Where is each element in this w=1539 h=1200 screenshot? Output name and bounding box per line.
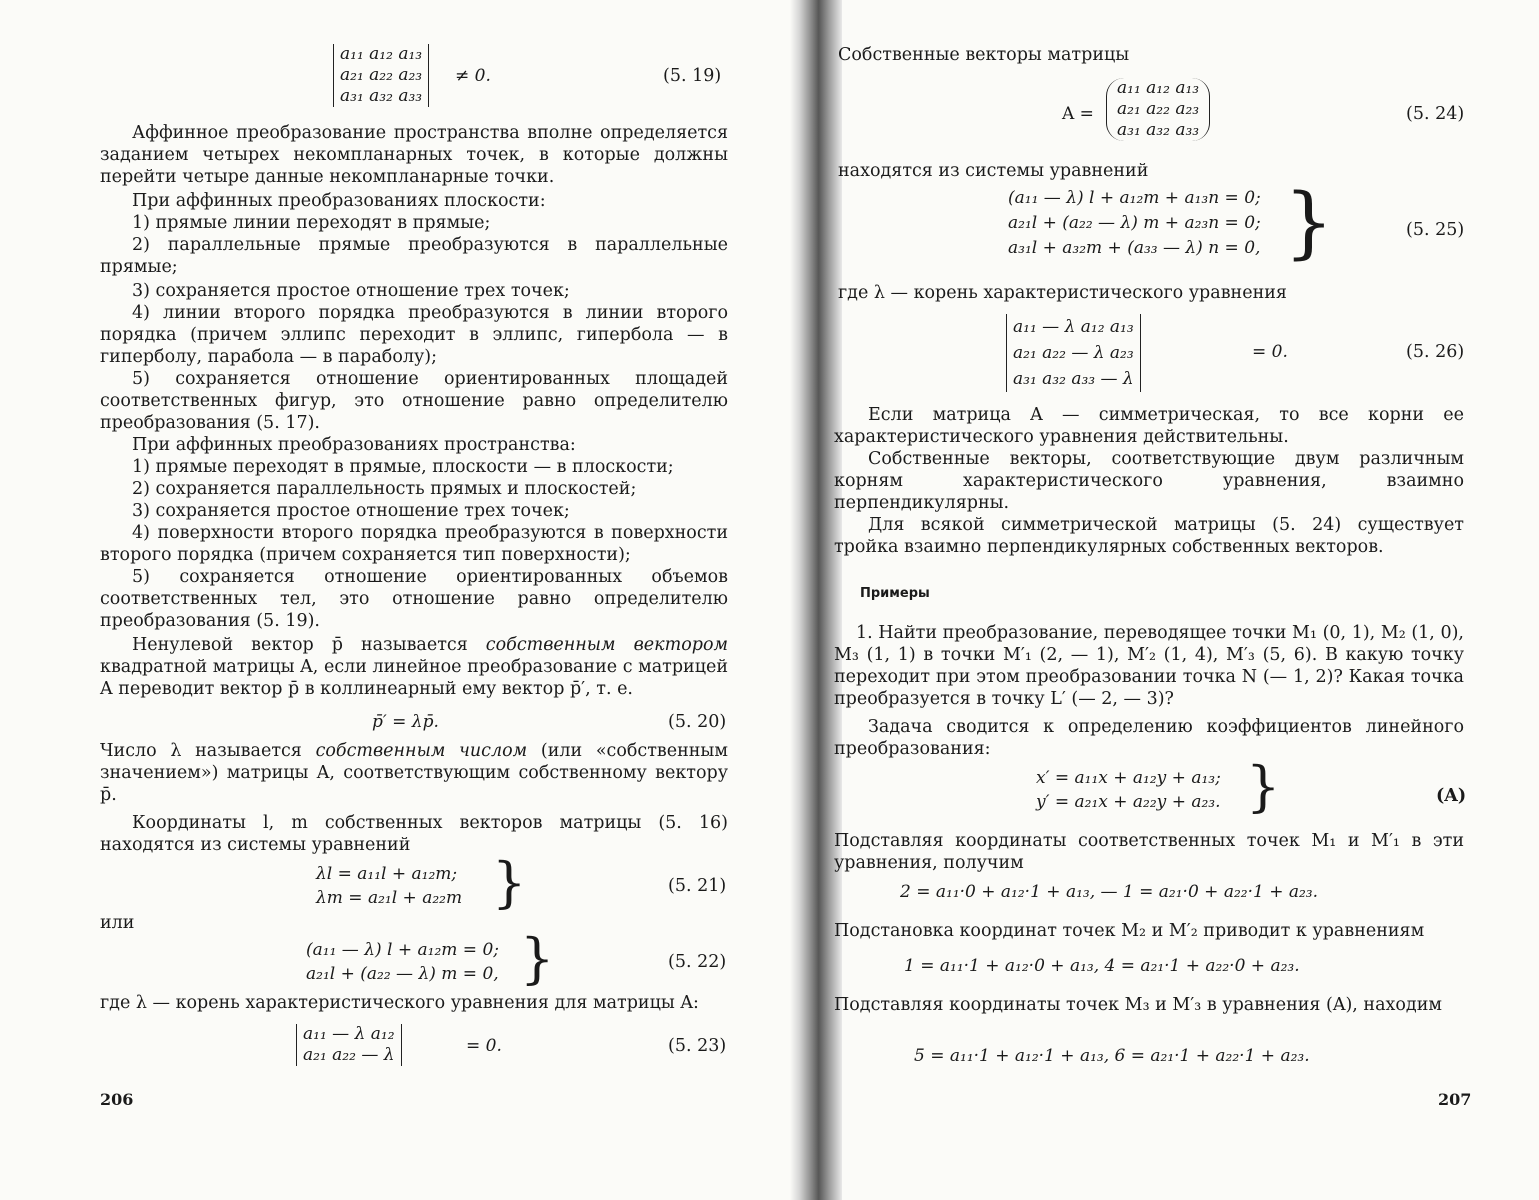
eq-rhs: = 0. <box>1252 342 1288 362</box>
equation-number: (5. 22) <box>668 952 727 972</box>
list-item: 2) параллельные прямые преобразуются в параллельные прямые; <box>100 235 728 277</box>
matrix-row: a₃₁ a₃₂ a₃₃ <box>1117 120 1200 140</box>
text: (или «собственным значением») матрицы A, соответствующим собственному вектору p̄. <box>100 741 728 805</box>
right-brace-icon: } <box>492 851 527 914</box>
equation-row: x′ = a₁₁x + a₁₂y + a₁₃; <box>1036 768 1221 788</box>
paragraph: где λ — корень характеристического уравнения для матрицы A: <box>100 993 699 1013</box>
list-item: 4) линии второго порядка преобразуются в линии второго порядка (причем эллипс переходит в эллипс, гипербола — в гиперболу, парабола — в параболу); <box>100 303 728 367</box>
det-row: a₁₁ — λ a₁₂ a₁₃ <box>1013 317 1134 337</box>
equation-number: (5. 21) <box>668 876 727 896</box>
equation-number: (5. 20) <box>668 712 727 732</box>
text: Число λ называется <box>100 741 302 761</box>
equation-number: (A) <box>1436 786 1467 806</box>
list-item: 1) прямые переходят в прямые, плоскости — в плоскости; <box>132 457 674 477</box>
eq-rhs: ≠ 0. <box>455 66 491 86</box>
system-5-25 <box>1008 186 1261 261</box>
example-1: 1. Найти преобразование, переводящее точки M₁ (0, 1), M₂ (1, 0), M₃ (1, 1) в точки M′₁ (2, — 1), M′₂ (1, 4), M′₃ (5, 6). В какую точку переходит при этом преобразовании точка N (— 1, 2)? Какая точка преобразуется в точку L′ (— 2, — 3)? <box>834 623 1464 709</box>
equation-5-20: p̄′ = λp̄. <box>372 712 439 732</box>
det-row: a₂₁ a₂₂ — λ <box>303 1045 395 1065</box>
list-item: 1) прямые линии переходят в прямые; <box>132 213 491 233</box>
equation-number: (5. 19) <box>663 66 722 86</box>
term: собственным числом <box>315 741 528 761</box>
det-row: a₁₁ — λ a₁₂ <box>303 1024 395 1044</box>
list-item: 3) сохраняется простое отношение трех точек; <box>132 501 570 521</box>
term: собственным вектором <box>485 635 728 655</box>
definition-eigenvector <box>100 634 728 700</box>
page-number: 206 <box>100 1090 134 1109</box>
system-A <box>1036 766 1221 814</box>
conjunction: или <box>100 913 135 933</box>
paragraph: При аффинных преобразованиях пространства: <box>132 435 576 455</box>
matrix-label: A = <box>1062 104 1094 124</box>
right-brace-icon: } <box>520 927 555 990</box>
equation-number: (5. 26) <box>1406 342 1465 362</box>
list-item: 5) сохраняется отношение ориентированных объемов соответственных тел, это отношение равно определителю преобразования (5. 19). <box>100 567 728 631</box>
paragraph: Задача сводится к определению коэффициентов линейного преобразования: <box>834 717 1464 759</box>
definition-eigenvalue <box>100 740 728 806</box>
list-item: 2) сохраняется параллельность прямых и плоскостей; <box>132 479 637 499</box>
equation-row: a₂₁l + (a₂₂ — λ) m + a₂₃n = 0; <box>1008 213 1261 233</box>
right-brace-icon: } <box>1284 178 1334 268</box>
equation-row: a₃₁l + a₃₂m + (a₃₃ — λ) n = 0, <box>1008 238 1261 258</box>
list-item: 4) поверхности второго порядка преобразуются в поверхности второго порядка (причем сохраняется тип поверхности); <box>100 523 728 565</box>
matrix-5-24 <box>1106 78 1210 141</box>
equation-row: a₂₁l + (a₂₂ — λ) m = 0, <box>306 964 499 984</box>
paragraph: Подставляя координаты соответственных точек M₁ и M′₁ в эти уравнения, получим <box>834 831 1464 873</box>
matrix-row: a₁₁ a₁₂ a₁₃ <box>1117 78 1200 98</box>
determinant-5-19 <box>333 44 429 107</box>
matrix-row: a₂₁ a₂₂ a₂₃ <box>1117 99 1200 119</box>
system-5-22 <box>306 938 499 986</box>
eq-rhs: = 0. <box>466 1036 502 1056</box>
paragraph: находятся из системы уравнений <box>838 161 1149 181</box>
list-item: 5) сохраняется отношение ориентированных площадей соответственных фигур, это отношение равно определителю преобразования (5. 17). <box>100 369 728 433</box>
det-row: a₂₁ a₂₂ a₂₃ <box>340 65 423 85</box>
det-row: a₁₁ a₁₂ a₁₃ <box>340 44 423 64</box>
paragraph: Для всякой симметрической матрицы (5. 24) существует тройка взаимно перпендикулярных собственных векторов. <box>834 515 1464 557</box>
equation-number: (5. 23) <box>668 1036 727 1056</box>
list-item: 3) сохраняется простое отношение трех точек; <box>132 281 570 301</box>
paragraph: Собственные векторы, соответствующие двум различным корням характеристического уравнения, взаимно перпендикулярны. <box>834 449 1464 513</box>
equation-number: (5. 25) <box>1406 220 1465 240</box>
text: Ненулевой вектор p̄ называется <box>132 635 468 655</box>
equation: 5 = a₁₁·1 + a₁₂·1 + a₁₃, 6 = a₂₁·1 + a₂₂·1 + a₂₃. <box>914 1046 1310 1066</box>
equation-number: (5. 24) <box>1406 104 1465 124</box>
equation: 1 = a₁₁·1 + a₁₂·0 + a₁₃, 4 = a₂₁·1 + a₂₂·0 + a₂₃. <box>904 956 1300 976</box>
paragraph: Координаты l, m собственных векторов матрицы (5. 16) находятся из системы уравнений <box>100 813 728 855</box>
right-page <box>790 0 1539 1200</box>
det-row: a₃₁ a₃₂ a₃₃ <box>340 86 423 106</box>
equation-row: λm = a₂₁l + a₂₂m <box>316 888 463 908</box>
right-brace-icon: } <box>1246 755 1281 818</box>
paragraph: Аффинное преобразование пространства вполне определяется заданием четырех некомпланарных точек, в которые должны перейти четыре данные некомпланарные точки. <box>100 123 728 187</box>
text: квадратной матрицы A, если линейное преобразование с матрицей A переводит вектор p̄ в коллинеарный ему вектор p̄′, т. е. <box>100 657 728 699</box>
page-number: 207 <box>1438 1090 1472 1109</box>
equation-row: (a₁₁ — λ) l + a₁₂m + a₁₃n = 0; <box>1008 188 1261 208</box>
paragraph: Подставляя координаты точек M₃ и M′₃ в уравнения (A), находим <box>834 995 1442 1015</box>
equation-row: (a₁₁ — λ) l + a₁₂m = 0; <box>306 940 499 960</box>
paragraph: где λ — корень характеристического уравнения <box>838 283 1287 303</box>
determinant-5-23 <box>296 1024 402 1066</box>
equation: 2 = a₁₁·0 + a₁₂·1 + a₁₃, — 1 = a₂₁·0 + a₂₂·1 + a₂₃. <box>900 882 1319 902</box>
paragraph: Собственные векторы матрицы <box>838 45 1130 65</box>
paragraph: При аффинных преобразованиях плоскости: <box>132 191 546 211</box>
det-row: a₃₁ a₃₂ a₃₃ — λ <box>1013 369 1134 389</box>
equation-row: λl = a₁₁l + a₁₂m; <box>316 864 458 884</box>
det-row: a₂₁ a₂₂ — λ a₂₃ <box>1013 343 1134 363</box>
equation-row: y′ = a₂₁x + a₂₂y + a₂₃. <box>1036 792 1221 812</box>
section-heading: Примеры <box>860 586 930 601</box>
paragraph: Подстановка координат точек M₂ и M′₂ приводит к уравнениям <box>834 921 1425 941</box>
paragraph: Если матрица A — симметрическая, то все корни ее характеристического уравнения действительны. <box>834 405 1464 447</box>
determinant-5-26 <box>1006 314 1141 392</box>
system-5-21 <box>316 862 462 910</box>
